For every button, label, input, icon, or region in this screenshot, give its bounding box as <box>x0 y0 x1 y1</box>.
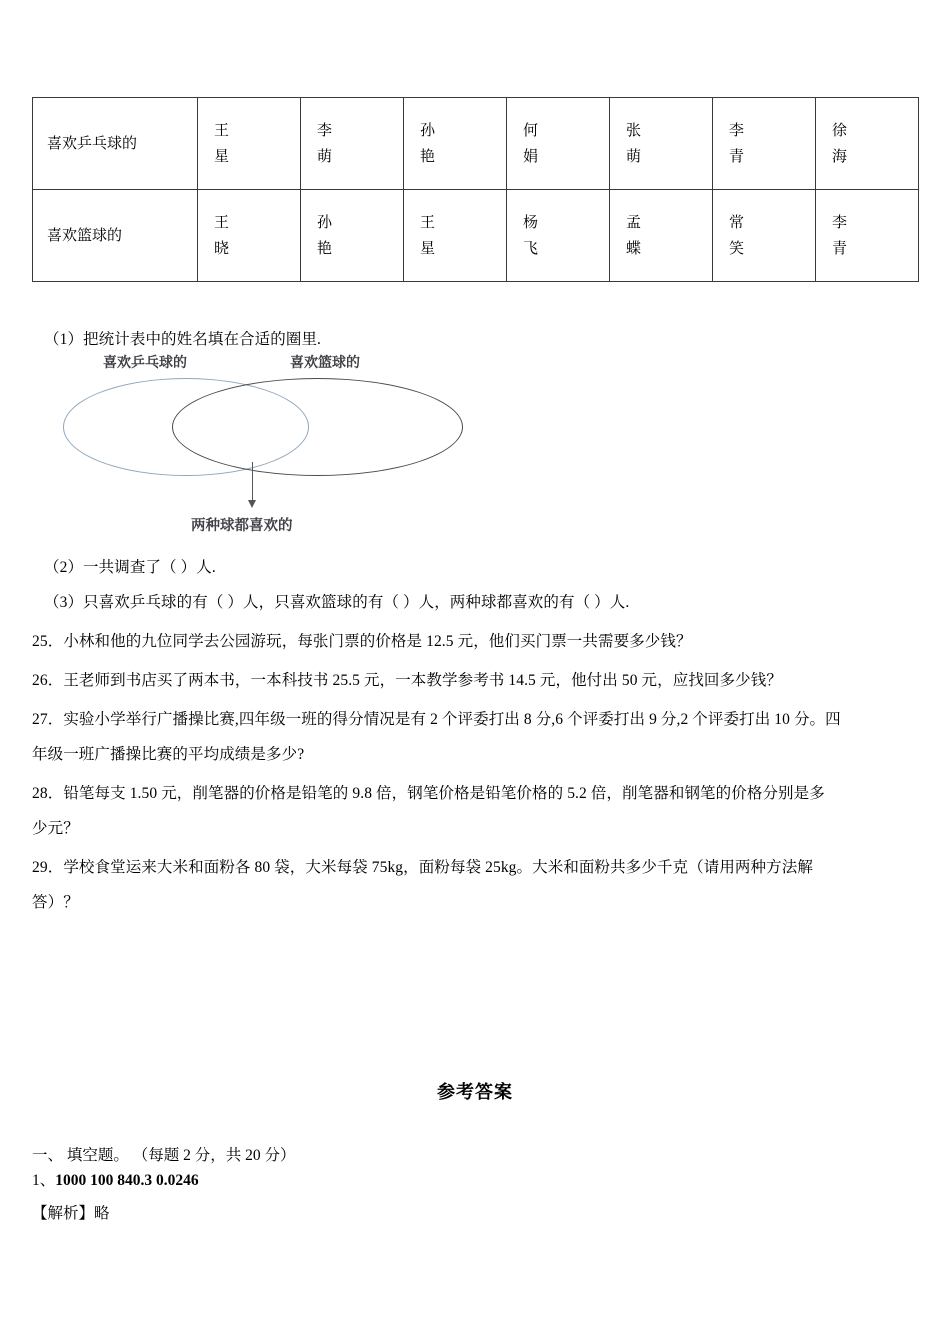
name-char: 萌 <box>317 148 333 165</box>
name-char: 青 <box>832 240 848 257</box>
sub-question-2: （2）一共调查了（ ）人. <box>44 559 216 576</box>
table-cell <box>301 190 404 282</box>
name-char: 蝶 <box>626 240 642 257</box>
venn-left-label: 喜欢乒乓球的 <box>103 354 187 370</box>
question-29-number: 29． <box>32 859 64 876</box>
venn-arrow-line <box>252 462 253 504</box>
sub-question-3: （3）只喜欢乒乓球的有（ ）人，只喜欢篮球的有（ ）人，两种球都喜欢的有（ ）人. <box>44 594 630 611</box>
name-char: 晓 <box>214 240 230 257</box>
question-29-text-line2: 答）？ <box>32 894 79 911</box>
name-char: 星 <box>214 148 230 165</box>
name-char: 何 <box>523 122 539 139</box>
name-char: 娟 <box>523 148 539 165</box>
answer-item-1 <box>32 1170 199 1192</box>
answers-section-heading: 一、 填空题。 （每题 2 分，共 20 分） <box>32 1147 296 1164</box>
name-char: 青 <box>729 148 745 165</box>
question-26-number: 26． <box>32 672 64 689</box>
name-char: 李 <box>729 122 745 139</box>
statistics-table <box>32 97 919 282</box>
name-char: 王 <box>214 122 230 139</box>
answer-item-1-values: 1000 100 840.3 0.0246 <box>55 1172 199 1189</box>
name-char: 张 <box>626 122 642 139</box>
name-char: 孙 <box>420 122 436 139</box>
question-28-text-line1: 铅笔每支 1.50 元，削笔器的价格是铅笔的 9.8 倍，钢笔价格是铅笔价格的 5.2 倍，削笔器和钢笔的价格分别是多 <box>63 785 825 802</box>
answer-analysis: 【解析】略 <box>32 1205 110 1222</box>
name-char: 笑 <box>729 240 745 257</box>
name-char: 星 <box>420 240 436 257</box>
name-char: 李 <box>832 214 848 231</box>
table-row <box>33 190 919 282</box>
question-27-text-line1: 实验小学举行广播操比赛,四年级一班的得分情况是有 2 个评委打出 8 分,6 个评委打出 9 分,2 个评委打出 10 分。四 <box>63 711 841 728</box>
table-cell <box>610 190 713 282</box>
table-cell <box>816 98 919 190</box>
venn-right-label: 喜欢篮球的 <box>290 354 360 370</box>
question-28-text-line2: 少元？ <box>32 820 79 837</box>
name-char: 王 <box>420 214 436 231</box>
table-cell <box>404 98 507 190</box>
venn-right-ellipse <box>172 378 463 476</box>
question-27-number: 27． <box>32 711 64 728</box>
table-cell <box>507 190 610 282</box>
answer-item-1-number: 1、 <box>32 1172 56 1189</box>
name-char: 常 <box>729 214 745 231</box>
table-cell <box>198 98 301 190</box>
statistics-table-container <box>32 97 918 282</box>
table-cell <box>198 190 301 282</box>
question-26-text: 王老师到书店买了两本书，一本科技书 25.5 元，一本教学参考书 14.5 元，他付出 50 元，应找回多少钱？ <box>63 672 782 689</box>
name-char: 杨 <box>523 214 539 231</box>
row-label-pingpong: 喜欢乒乓球的 <box>33 98 198 190</box>
name-char: 飞 <box>523 240 539 257</box>
sub-question-1: （1）把统计表中的姓名填在合适的圈里. <box>44 331 322 348</box>
name-char: 海 <box>832 148 848 165</box>
row-label-basketball: 喜欢篮球的 <box>33 190 198 282</box>
name-char: 艳 <box>317 240 333 257</box>
name-char: 萌 <box>626 148 642 165</box>
name-char: 王 <box>214 214 230 231</box>
table-cell <box>816 190 919 282</box>
question-29 <box>32 857 813 879</box>
venn-diagram <box>40 352 560 542</box>
name-char: 艳 <box>420 148 436 165</box>
question-27 <box>32 709 841 731</box>
venn-arrow-head-icon <box>248 500 256 508</box>
table-cell <box>404 190 507 282</box>
name-char: 孙 <box>317 214 333 231</box>
question-28-number: 28． <box>32 785 64 802</box>
table-cell <box>713 98 816 190</box>
question-26 <box>32 670 782 692</box>
table-cell <box>610 98 713 190</box>
question-25-number: 25． <box>32 633 64 650</box>
name-char: 孟 <box>626 214 642 231</box>
question-25 <box>32 631 692 653</box>
question-28 <box>32 783 825 805</box>
table-cell <box>301 98 404 190</box>
name-char: 徐 <box>832 122 848 139</box>
question-27-text-line2: 年级一班广播操比赛的平均成绩是多少? <box>32 746 305 763</box>
table-row <box>33 98 919 190</box>
table-cell <box>507 98 610 190</box>
name-char: 李 <box>317 122 333 139</box>
table-cell <box>713 190 816 282</box>
venn-intersection-label: 两种球都喜欢的 <box>191 518 293 534</box>
question-29-text-line1: 学校食堂运来大米和面粉各 80 袋，大米每袋 75kg，面粉每袋 25kg。大米和面粉共多少千克（请用两种方法解 <box>63 859 813 876</box>
answers-title: 参考答案 <box>437 1082 513 1102</box>
question-25-text: 小林和他的九位同学去公园游玩，每张门票的价格是 12.5 元，他们买门票一共需要多少钱？ <box>63 633 692 650</box>
